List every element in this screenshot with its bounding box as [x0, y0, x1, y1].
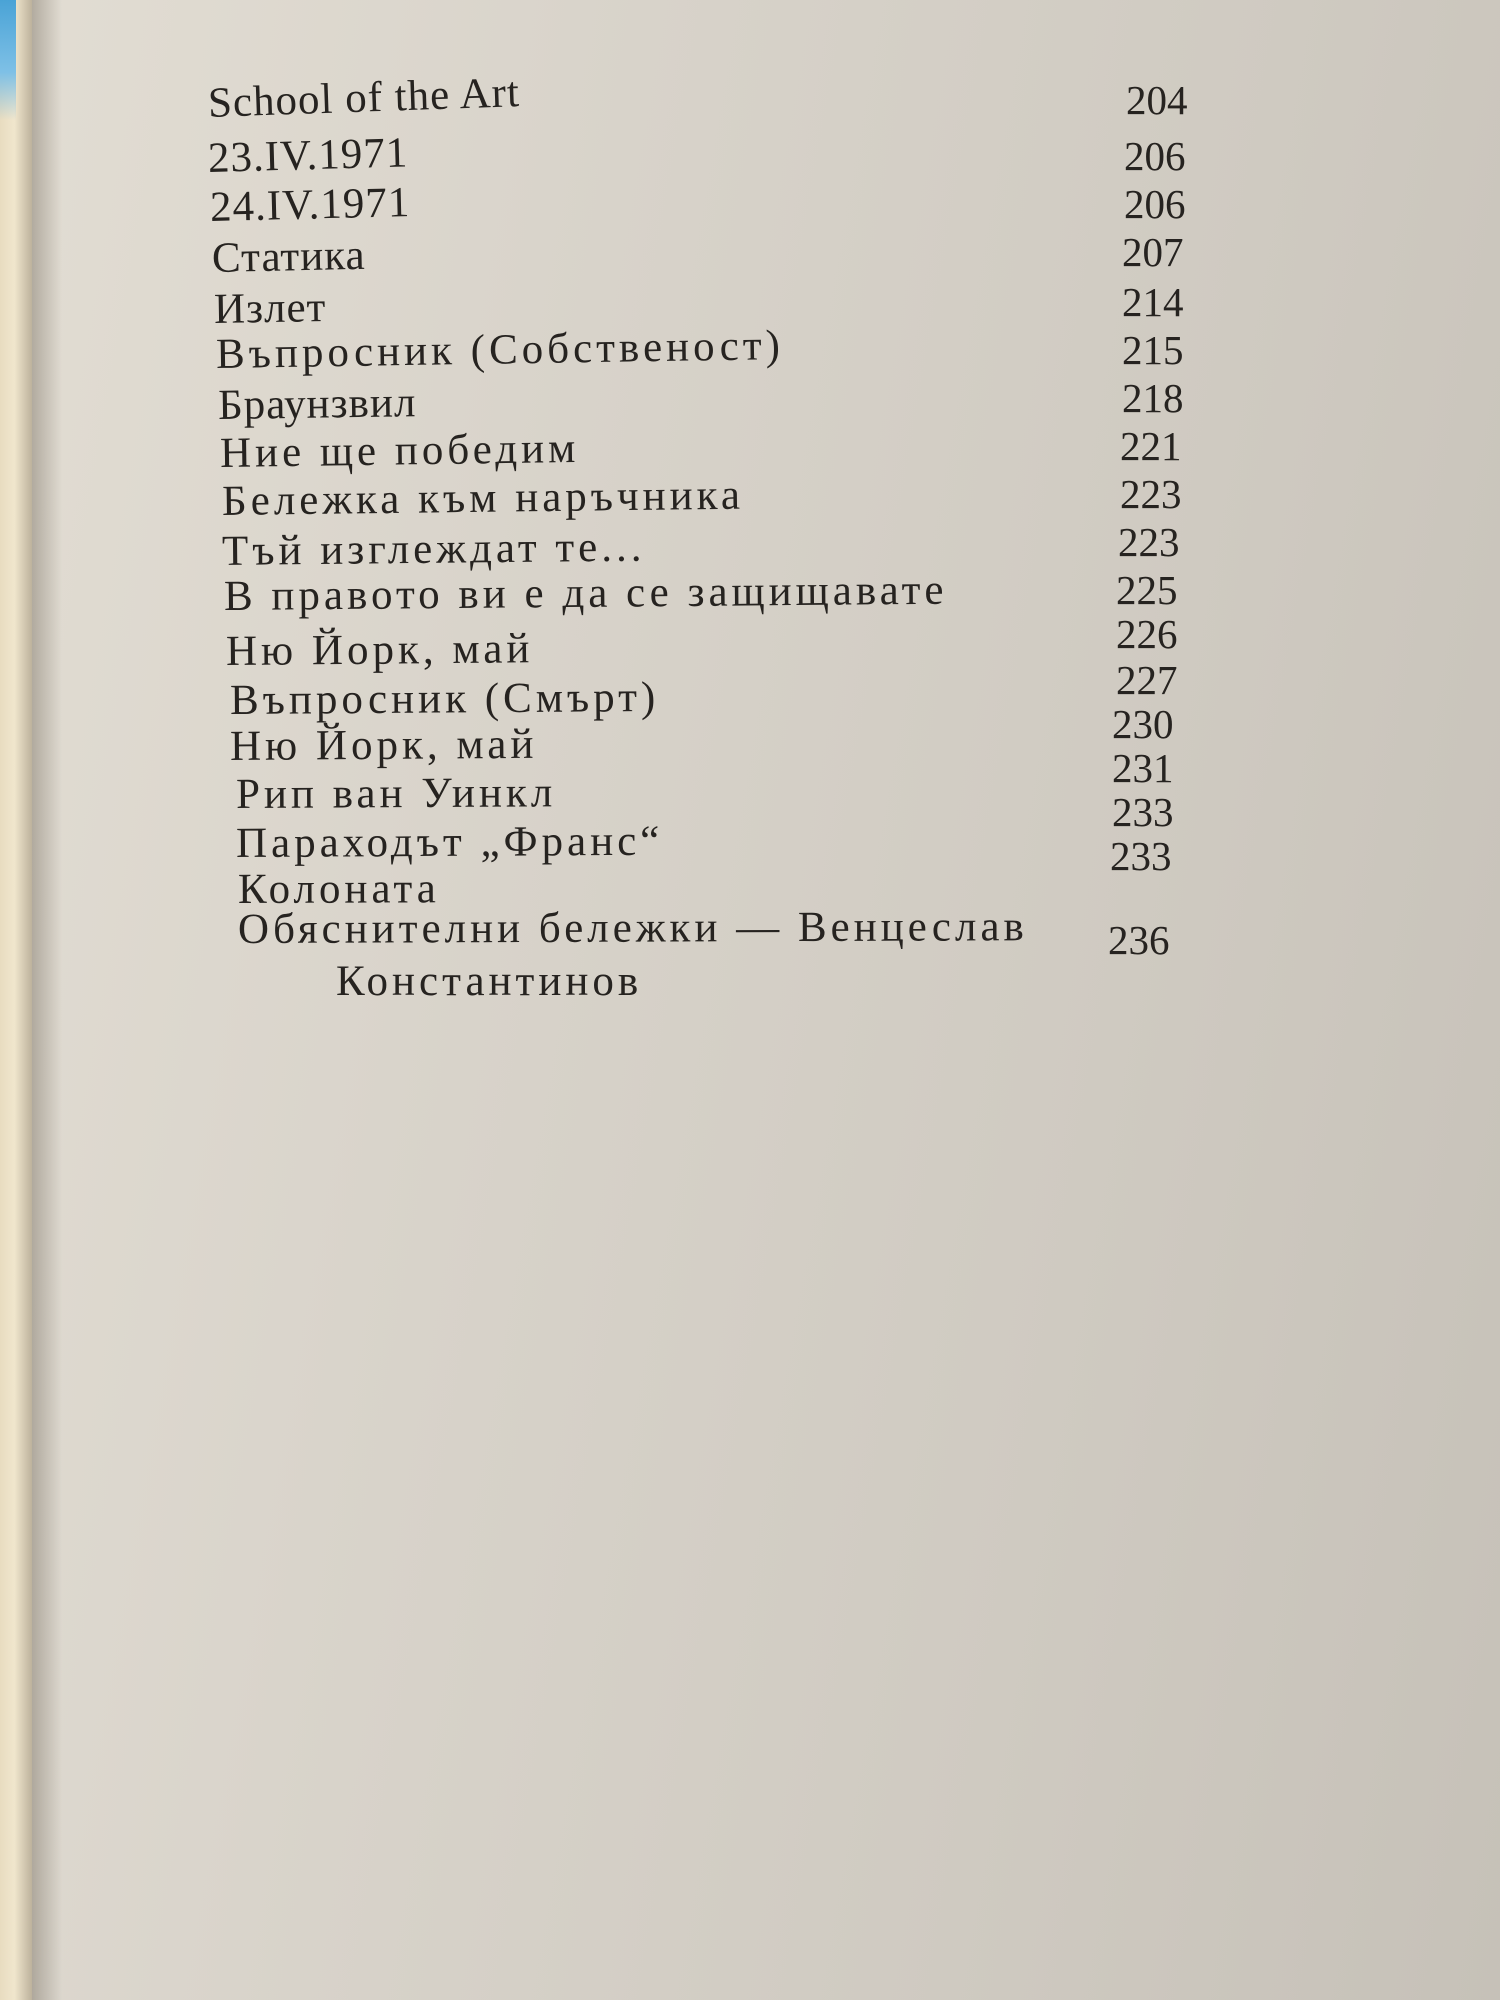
- toc-entry-title: Браунзвил: [217, 379, 417, 429]
- toc-entry-page: 236: [1108, 917, 1170, 963]
- binding-shadow: [32, 0, 62, 2000]
- toc-entry-title: School of the Art: [207, 69, 521, 127]
- toc-entry-title: Въпросник (Смърт): [229, 674, 660, 724]
- toc-entry-page: 226: [1116, 611, 1178, 657]
- background-accent: [0, 0, 16, 120]
- toc-entry-title: Ню Йорк, май: [229, 720, 538, 770]
- toc-entry-page: 231: [1112, 745, 1174, 791]
- toc-entry-page: 214: [1122, 279, 1184, 325]
- toc-entry-title: Бележка към наръчника: [221, 471, 745, 525]
- toc-entry-title: 24.IV.1971: [209, 179, 411, 231]
- toc-entry-page: 204: [1126, 77, 1188, 123]
- toc-entry-page: 215: [1122, 327, 1184, 373]
- toc-entry-page: 218: [1122, 375, 1184, 421]
- toc-entry-title: Параходът „Франс“: [235, 817, 664, 867]
- toc-entry-page: 230: [1112, 701, 1174, 747]
- toc-entry-title: Тъй изглеждат те...: [221, 523, 646, 575]
- toc-entry-page: 227: [1116, 657, 1178, 703]
- toc-entry-page: 207: [1122, 229, 1184, 275]
- toc-entry-title: Ню Йорк, май: [225, 625, 534, 675]
- toc-entry-page: 223: [1120, 471, 1182, 517]
- toc-entry-title: 23.IV.1971: [207, 129, 409, 182]
- toc-entry-title: Ние ще победим: [219, 424, 580, 477]
- toc-entry-title: Рип ван Уинкл: [235, 769, 557, 818]
- toc-entry-page: 233: [1112, 789, 1174, 835]
- toc-entry-title: Обяснителни бележки — Венцеслав: [237, 903, 1028, 953]
- toc-entry-page: 233: [1110, 833, 1172, 879]
- toc-entry-title: Колоната: [237, 865, 440, 913]
- toc-entry-title: Константинов: [336, 958, 643, 1005]
- toc-entry-page: 225: [1116, 567, 1178, 613]
- toc-entry-title: Излет: [213, 284, 327, 333]
- toc-entry-title: В правото ви е да се защищавате: [223, 566, 948, 620]
- toc-entry-page: 206: [1124, 133, 1186, 179]
- toc-entry-page: 223: [1118, 519, 1180, 565]
- toc-entry-title: Статика: [211, 231, 367, 282]
- toc-entry-title: Въпросник (Собственост): [215, 322, 785, 378]
- toc-entry-page: 206: [1124, 181, 1186, 227]
- toc-entry-page: 221: [1120, 423, 1182, 469]
- page-edge: [0, 0, 32, 2000]
